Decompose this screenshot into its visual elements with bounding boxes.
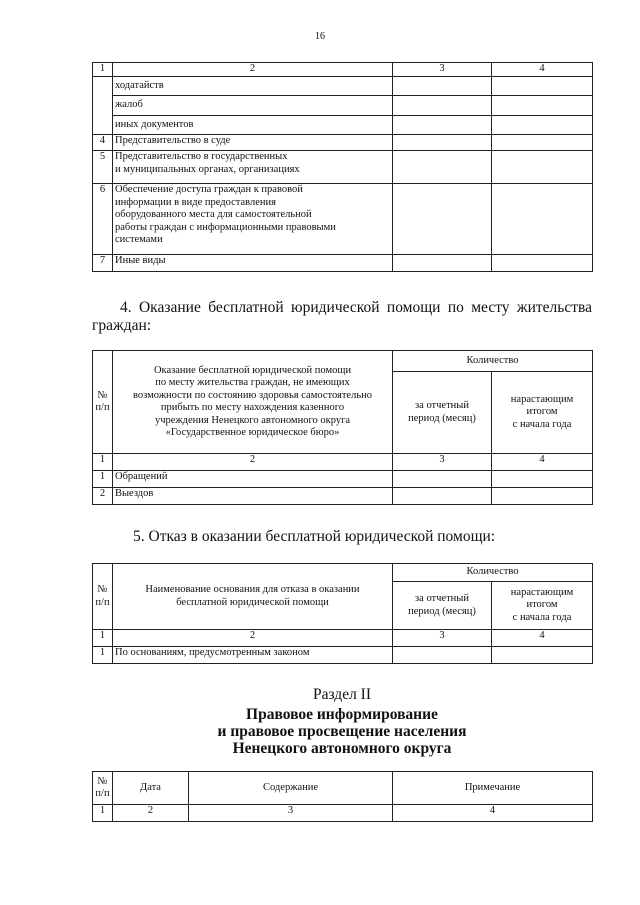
description-column-header: Оказание бесплатной юридической помощи по месту жительства граждан, не имеющих возможности по состоянию здоровья самостоятельно прибыть по месту нахождения казенного учреждения Ненецкого автономного округа «Государственное юридическое бюро» [113, 351, 393, 454]
cumulative-cell [492, 488, 593, 505]
table-row [93, 255, 593, 272]
number-column-header: № п/п [93, 564, 113, 630]
table-header-row [93, 63, 593, 77]
section-4-heading: 4. Оказание бесплатной юридической помощи по месту жительства граждан: [92, 299, 592, 334]
part-2-title-line-2: и правовое просвещение населения [217, 723, 467, 740]
description-column-header: Наименование основания для отказа в оказании бесплатной юридической помощи [113, 564, 393, 630]
period-cell [393, 255, 492, 272]
index-cell: 1 [93, 805, 113, 822]
table-row [93, 116, 593, 135]
part-2-title-line-1: Правовое информирование [246, 706, 438, 723]
header-cell: 4 [492, 63, 593, 77]
row-text: Иные виды [113, 255, 393, 272]
section-5-heading: 5. Отказ в оказании бесплатной юридической помощи: [133, 528, 496, 545]
table-header-row [93, 564, 593, 582]
period-cell [393, 151, 492, 184]
index-row [93, 630, 593, 647]
period-cell [393, 647, 492, 664]
row-number: 6 [93, 184, 113, 255]
cumulative-cell [492, 77, 593, 96]
table-row [93, 151, 593, 184]
refusal-table [92, 563, 593, 664]
cumulative-cell [492, 96, 593, 116]
quantity-column-header: Количество [393, 351, 593, 372]
index-cell: 4 [393, 805, 593, 822]
index-cell: 3 [393, 454, 492, 471]
row-text: ходатайств [113, 77, 393, 96]
part-2-label: Раздел II [312, 686, 372, 703]
part-2-title-line-3: Ненецкого автономного округа [232, 740, 452, 757]
cumulative-cell [492, 116, 593, 135]
row-number [93, 77, 113, 135]
row-text: Представительство в государственных и муниципальных органах, организациях [113, 151, 393, 184]
table-row [93, 488, 593, 505]
page-number: 16 [315, 31, 325, 42]
content-column-header: Содержание [189, 772, 393, 805]
row-text: жалоб [113, 96, 393, 116]
date-column-header: Дата [113, 772, 189, 805]
index-row [93, 454, 593, 471]
index-row [93, 805, 593, 822]
table-row [93, 135, 593, 151]
cumulative-column-header: нарастающим итогом с начала года [492, 372, 593, 454]
period-cell [393, 135, 492, 151]
quantity-column-header: Количество [393, 564, 593, 582]
index-cell: 4 [492, 454, 593, 471]
number-column-header: № п/п [93, 772, 113, 805]
cumulative-cell [492, 151, 593, 184]
number-column-header: № п/п [93, 351, 113, 454]
cumulative-cell [492, 184, 593, 255]
part-2-heading [92, 686, 592, 757]
index-cell: 4 [492, 630, 593, 647]
period-cell [393, 488, 492, 505]
row-text: Обеспечение доступа граждан к правовой информации в виде предоставления оборудованного места для самостоятельной работы граждан с информационными правовыми системами [113, 184, 393, 255]
row-text: Представительство в суде [113, 135, 393, 151]
cumulative-cell [492, 471, 593, 488]
row-number: 1 [93, 471, 113, 488]
index-cell: 1 [93, 630, 113, 647]
period-cell [393, 96, 492, 116]
note-column-header: Примечание [393, 772, 593, 805]
table-header-row [93, 351, 593, 372]
row-number: 1 [93, 647, 113, 664]
index-cell: 3 [189, 805, 393, 822]
period-cell [393, 471, 492, 488]
cumulative-cell [492, 255, 593, 272]
residence-help-table [92, 350, 593, 505]
header-cell: 3 [393, 63, 492, 77]
index-cell: 2 [113, 454, 393, 471]
services-table [92, 62, 593, 272]
table-row [93, 647, 593, 664]
row-text: Обращений [113, 471, 393, 488]
header-cell: 1 [93, 63, 113, 77]
row-text: иных документов [113, 116, 393, 135]
table-header-row [93, 772, 593, 805]
index-cell: 1 [93, 454, 113, 471]
information-table [92, 771, 593, 822]
index-cell: 2 [113, 630, 393, 647]
row-number: 4 [93, 135, 113, 151]
cumulative-cell [492, 135, 593, 151]
table-row [93, 96, 593, 116]
row-text: По основаниям, предусмотренным законом [113, 647, 393, 664]
index-cell: 2 [113, 805, 189, 822]
period-cell [393, 116, 492, 135]
row-text: Выездов [113, 488, 393, 505]
cumulative-column-header: нарастающим итогом с начала года [492, 582, 593, 630]
period-cell [393, 77, 492, 96]
header-cell: 2 [113, 63, 393, 77]
table-row [93, 77, 593, 96]
table-row [93, 184, 593, 255]
period-column-header: за отчетный период (месяц) [393, 372, 492, 454]
cumulative-cell [492, 647, 593, 664]
row-number: 2 [93, 488, 113, 505]
table-row [93, 471, 593, 488]
period-cell [393, 184, 492, 255]
index-cell: 3 [393, 630, 492, 647]
row-number: 7 [93, 255, 113, 272]
period-column-header: за отчетный период (месяц) [393, 582, 492, 630]
row-number: 5 [93, 151, 113, 184]
